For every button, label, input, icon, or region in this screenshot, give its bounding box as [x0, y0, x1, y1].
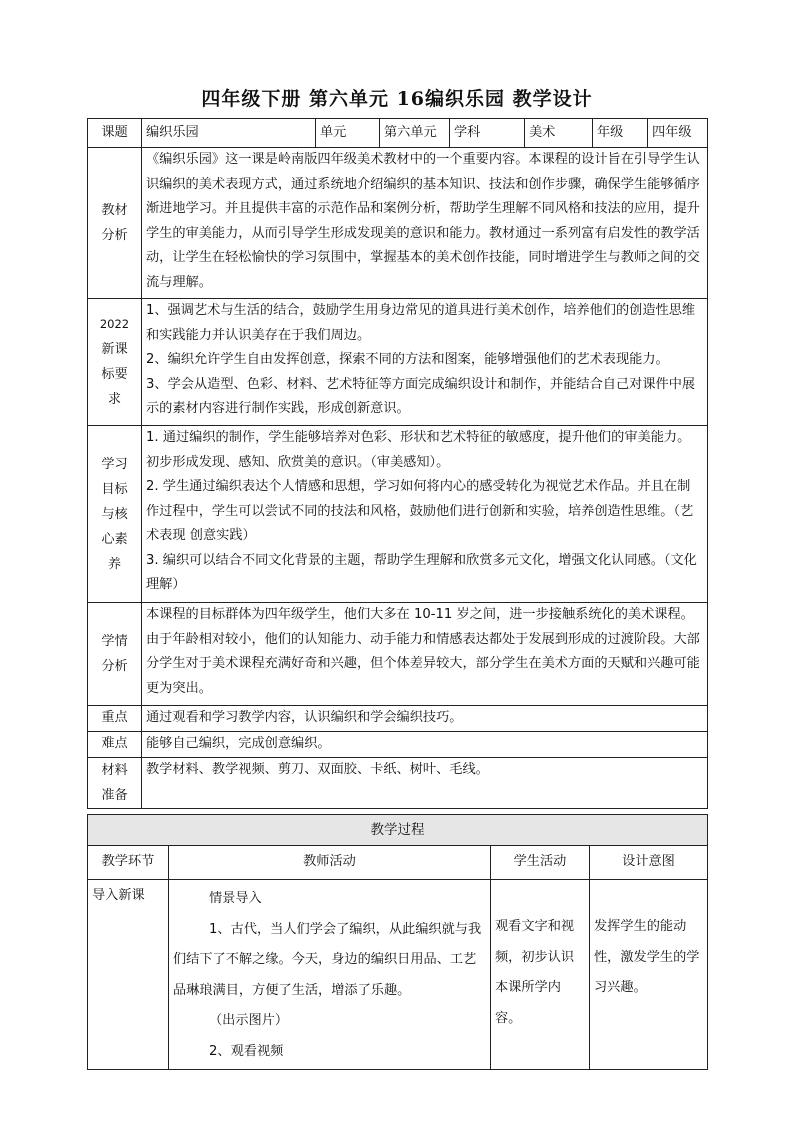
- column-intent: 设计意图: [590, 846, 708, 880]
- key-point-label: 重点: [88, 706, 142, 732]
- standard-item: 2、编织允许学生自由发挥创意，探索不同的方法和图案，能够增强他们的艺术表现能力。: [146, 352, 669, 367]
- material-analysis-text: 《编织乐园》这一课是岭南版四年级美术教材中的一个重要内容。本课程的设计旨在引导学生认识编织的美术表现方式，通过系统地介绍编织的基本知识、技法和创作步骤，确保学生能够循序渐进地学习。并且提供丰富的示范作品和案例分析，帮助学生理解不同风格和技法的应用，提升学生的审美能力，从而引导学生形成发现美的意识和能力。教材通过一系列富有启发性的教学活动，让学生在轻松愉快的学习氛围中，掌握基本的美术创作技能，同时增进学生与教师之间的交流与理解。: [142, 148, 708, 299]
- learning-goals-label: 学习 目标 与核 心素 养: [88, 426, 142, 603]
- teacher-note: （出示图片）: [209, 1013, 289, 1028]
- process-heading-row: [88, 815, 708, 846]
- goal-item: 2. 学生通过编织表达个人情感和思想，学习如何将内心的感受转化为视觉艺术作品。并且在制作过程中，学生可以尝试不同的技法和风格，鼓励他们进行创新和实验，培养创造性思维。（艺术表现 创意实践）: [146, 479, 694, 543]
- column-stage: 教学环节: [88, 846, 169, 880]
- key-point-row: [88, 706, 708, 732]
- teacher-paragraph: 1、古代，当人们学会了编织，从此编织就与我们结下了不解之缘。今天，身边的编织日用品、工艺品琳琅满目，方便了生活，增添了乐趣。: [173, 921, 482, 998]
- student-analysis-text: 本课程的目标群体为四年级学生，他们大多在 10-11 岁之间，进一步接触系统化的美术课程。由于年龄相对较小，他们的认知能力、动手能力和情感表达都处于发展到形成的过渡阶段。大部分学生对于美术课程充满好奇和兴趣，但个体差异较大，部分学生在美术方面的天赋和兴趣可能更为突出。: [142, 603, 708, 706]
- process-heading: 教学过程: [88, 815, 708, 846]
- grade-label: 年级: [593, 119, 648, 148]
- goal-item: 3. 编织可以结合不同文化背景的主题，帮助学生理解和欣赏多元文化，增强文化认同感。（文化理解）: [146, 552, 697, 592]
- materials-row: [88, 758, 708, 809]
- curriculum-standard-row: [88, 299, 708, 426]
- materials-text: 教学材料、教学视频、剪刀、双面胶、卡纸、树叶、毛线。: [142, 758, 708, 809]
- document-title: 四年级下册 第六单元 16编织乐园 教学设计: [201, 88, 593, 110]
- subject-label: 学科: [450, 119, 525, 148]
- teacher-paragraph: 2、观看视频: [209, 1043, 284, 1059]
- unit-value: 第六单元: [380, 119, 450, 148]
- process-row-intro: [88, 880, 708, 1070]
- material-analysis-row: [88, 148, 708, 299]
- course-value: 编织乐园: [142, 119, 316, 148]
- goal-item: 1. 通过编织的制作，学生能够培养对色彩、形状和艺术特征的敏感度，提升他们的审美能力。初步形成发现、感知、欣赏美的意识。（审美感知）。: [146, 430, 691, 470]
- lesson-info-table: [87, 118, 708, 809]
- learning-goals-content: [142, 426, 708, 603]
- stage-cell: 导入新课: [88, 880, 169, 1070]
- process-columns-row: [88, 846, 708, 880]
- materials-label: 材料 准备: [88, 758, 142, 809]
- standard-item: 1、强调艺术与生活的结合，鼓励学生用身边常见的道具进行美术创作，培养他们的创造性思维和实践能力并认识美存在于我们周边。: [146, 303, 696, 343]
- course-label: 课题: [88, 119, 142, 148]
- student-analysis-row: [88, 603, 708, 706]
- student-analysis-label: 学情 分析: [88, 603, 142, 706]
- learning-goals-row: [88, 426, 708, 603]
- teacher-subheading: 情景导入: [209, 891, 262, 906]
- design-intent-cell: 发挥学生的能动性，激发学生的学习兴趣。: [590, 880, 708, 1070]
- column-teacher: 教师活动: [169, 846, 491, 880]
- material-analysis-label: 教材 分析: [88, 148, 142, 299]
- teacher-activity-cell: [169, 880, 491, 1070]
- column-student: 学生活动: [491, 846, 590, 880]
- subject-value: 美术: [525, 119, 593, 148]
- curriculum-standard-label: 2022 新课 标要 求: [88, 299, 142, 426]
- key-point-text: 通过观看和学习教学内容，认识编织和学会编织技巧。: [142, 706, 708, 732]
- difficulty-text: 能够自己编织，完成创意编织。: [142, 732, 708, 758]
- difficulty-label: 难点: [88, 732, 142, 758]
- curriculum-standard-content: [142, 299, 708, 426]
- student-activity-cell: 观看文字和视频，初步认识本课所学内容。: [491, 880, 590, 1070]
- difficulty-row: [88, 732, 708, 758]
- standard-item: 3、学会从造型、色彩、材料、艺术特征等方面完成编织设计和制作，并能结合自己对课件中展示的素材内容进行制作实践，形成创新意识。: [146, 376, 696, 416]
- unit-label: 单元: [316, 119, 380, 148]
- grade-value: 四年级: [648, 119, 708, 148]
- teaching-process-table: [87, 814, 708, 1070]
- header-row: [88, 119, 708, 148]
